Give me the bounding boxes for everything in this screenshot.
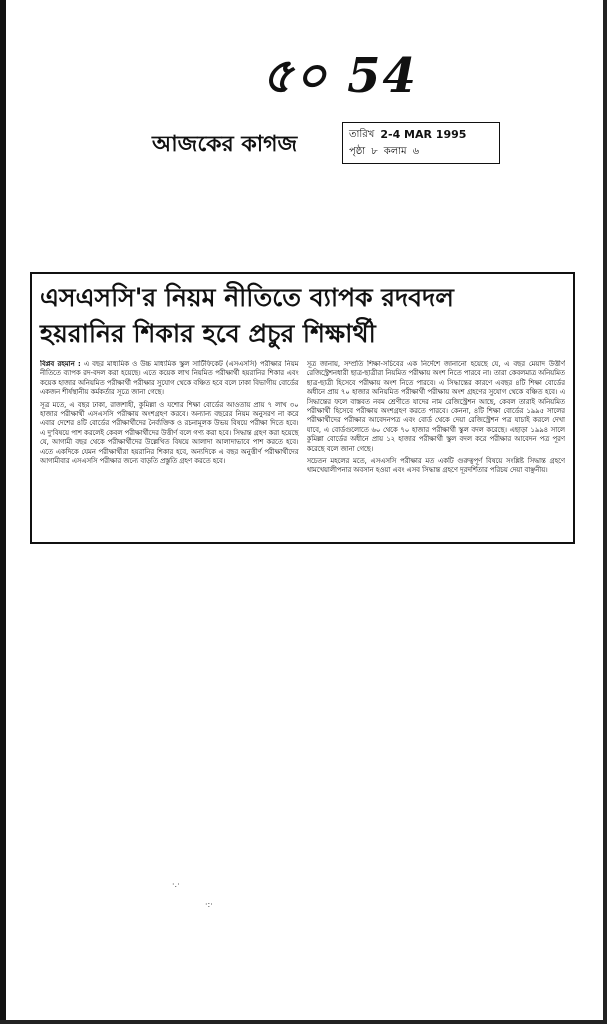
page-value: ৮ <box>371 146 378 157</box>
column-label: কলাম <box>383 146 407 157</box>
date-label: তারিখ <box>349 129 375 140</box>
scan-speck: ·.· <box>172 880 180 889</box>
date-row <box>349 126 493 143</box>
article-column-left <box>40 360 299 479</box>
scan-border-bottom <box>0 1020 607 1024</box>
headline-line-1: এসএসসি'র নিয়ম নীতিতে ব্যাপক রদবদল <box>40 283 454 312</box>
date-value: 2-4 MAR 1995 <box>380 128 467 141</box>
article-paragraph: সচেতন মহলের মতে, এসএসসি পরীক্ষার মত একটি গুরুত্বপূর্ণ বিষয়ে সংশ্লিষ্ট সিদ্ধান্ত গ্রহণে খামখেয়ালীপনার অবসান হওয়া এবং এসব সিদ্ধান্ত গ্রহণে দূরদর্শিতার পরিচয় দেয়া বাঞ্ছনীয়। <box>306 457 565 475</box>
paragraph-text: এ বছর মাধ্যমিক ও উচ্চ মাধ্যমিক স্কুল সার্টিফিকেট (এসএসসি) পরীক্ষার নিয়ম নীতিতে ব্যাপক রদ-বদল করা হয়েছে। এতে কয়েক লাখ নিয়মিত পরীক্ষার্থী হয়রানির শিকার এবং কয়েক হাজার অনিয়মিত পরীক্ষার্থী পরীক্ষার সুযোগ থেকে বঞ্চিত হবে বলে ঢাকা বিভাগীয় বোর্ডের একজন শীর্ষস্থানীয় কর্মকর্তার সূত্রে জানা গেছে। <box>40 360 299 397</box>
article-body <box>40 360 565 479</box>
handwritten-file-number: ৫০ 54 <box>262 48 418 104</box>
newspaper-masthead: আজকের কাগজ <box>152 131 298 157</box>
column-value: ৬ <box>412 146 420 157</box>
byline: বিপ্লব রহমান : <box>40 360 81 368</box>
date-stamp-box <box>342 122 500 164</box>
article-column-right <box>307 360 566 479</box>
article-paragraph <box>40 360 299 398</box>
headline-line-2: হয়রানির শিকার হবে প্রচুর শিক্ষার্থী <box>40 319 376 348</box>
scan-border-left <box>0 0 6 1024</box>
article-paragraph: সূত্র মতে, এ বছর ঢাকা, রাজশাহী, কুমিল্লা ও যশোর শিক্ষা বোর্ডের আওতায় প্রায় ৭ লাখ ৩০ হাজার পরীক্ষার্থী এসএসসি পরীক্ষায় অংশগ্রহণ করবে। অন্যান্য বছরের নিয়ম অনুসরণ না করে এবার দেশের ৪টি বোর্ডের পরীক্ষার্থীদের নৈর্ব্যক্তিক ও রচনামূলক উভয় বিষয়ে পরীক্ষা দিতে হবে। এ দু'বিষয়ে পাশ করলেই কেবল পরীক্ষার্থীদের উত্তীর্ণ বলে গণ্য করা হবে। সিদ্ধান্ত গ্রহণ করা হয়েছে যে, আগামী বছর থেকে পরীক্ষার্থীদের উল্লেখিত বিষয়ে আলাদা আলাদাভাবে পাশ করতে হবে। এতে একদিকে যেমন পরীক্ষার্থীরা হয়রানির শিকার হবে, অন্যদিকে এ বছর অনুত্তীর্ণ পরীক্ষার্থীদের আগামীবার এসএসসি পরীক্ষার জন্যে বাড়তি প্রস্তুতি গ্রহণ করতে হবে। <box>40 400 299 466</box>
scan-border-right <box>603 0 607 1024</box>
newspaper-clipping <box>30 272 575 544</box>
page-column-row <box>349 143 493 160</box>
page-label: পৃষ্ঠা <box>349 146 366 157</box>
scan-speck: ·:· <box>205 900 213 909</box>
article-paragraph: সূত্র জানায়, সম্প্রতি শিক্ষা-সচিবের এক নির্দেশে জানানো হয়েছে যে, এ বছর মেয়াদ উত্তীর্ণ রেজিস্ট্রেশনধারী ছাত্র-ছাত্রীরা নিয়মিত পরীক্ষায় অংশ নিতে পারবে না। তারা কেবলমাত্র অনিয়মিত ছাত্র-ছাত্রী হিসেবে পরীক্ষায় অংশ নিতে পারবে। এ সিদ্ধান্তের কারণে এবছর ৪টি শিক্ষা বোর্ডের অধীনে প্রায় ৭০ হাজার অনিয়মিত পরীক্ষার্থী পরীক্ষায় অংশ গ্রহণের সুযোগ থেকে বঞ্চিত হবে। এ সিদ্ধান্তের ফলে বাস্তবত নবম শ্রেণীতে যাদের নাম রেজিস্ট্রেশন আছে, কেবল তারাই অনিয়মিত পরীক্ষার্থী হিসেবে পরীক্ষায় অংশগ্রহণ করতে পারবে। কেননা, ৪টি শিক্ষা বোর্ডের ১৯৯৫ সালের পরীক্ষার্থীদের পরীক্ষার আবেদনপত্র এবং বোর্ড থেকে দেয়া রেজিস্ট্রেশন পত্র যাচাই করলে দেখা যাবে, এ বোর্ডগুলোতে ৬০ থেকে ৭০ হাজার পরীক্ষার্থী স্কুল বদল করেছে। এছাড়া ১৯৯৪ সালে কুমিল্লা বোর্ডের অধীনে প্রায় ১২ হাজার পরীক্ষার্থী স্কুল বদল করে পরীক্ষার আবেদন পত্র পূরণ করেছে বলে জানা গেছে। <box>306 360 565 453</box>
